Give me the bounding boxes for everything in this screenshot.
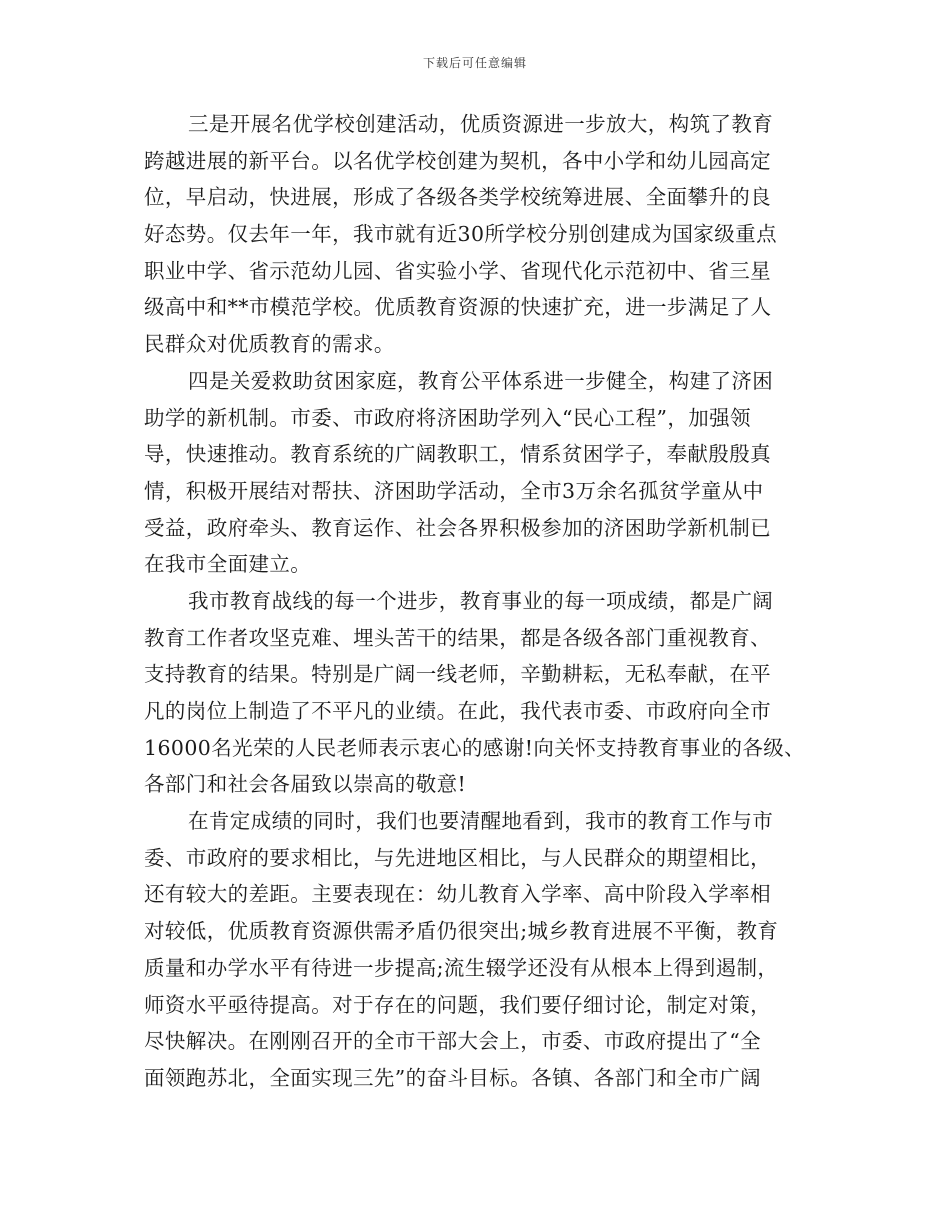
text-line: 委、市政府的要求相比，与先进地区相比，与人民群众的期望相比， [144, 845, 771, 870]
text-line: 在我市全面建立。 [144, 552, 312, 577]
text-line: 凡的岗位上制造了不平凡的业绩。在此，我代表市委、市政府向全市 [144, 699, 771, 723]
text-line: 跨越进展的新平台。以名优学校创建为契机，各中小学和幼儿园高定 [144, 148, 771, 173]
text-line: 级高中和**市模范学校。优质教育资源的快速扩充，进一步满足了人 [144, 295, 772, 320]
text-line: 16000名光荣的人民老师表示衷心的感谢!向关怀支持教育事业的各级、 [144, 735, 806, 760]
text-line: 在肯定成绩的同时，我们也要清醒地看到，我市的教育工作与市 [188, 809, 774, 834]
paragraph-challenges [144, 803, 816, 1097]
text-line: 三是开展名优学校创建活动，优质资源进一步放大，构筑了教育 [188, 112, 774, 136]
text-line: 还有较大的差距。主要表现在：幼儿教育入学率、高中阶段入学率相 [144, 882, 771, 907]
text-line: 导，快速推动。教育系统的广阔教职工，情系贫困学子，奉献殷殷真 [144, 442, 771, 467]
text-line: 民群众对优质教育的需求。 [144, 332, 395, 357]
paragraph-poverty-aid [144, 363, 816, 583]
text-line: 受益，政府牵头、教育运作、社会各界积极参加的济困助学新机制已 [144, 515, 771, 540]
text-line: 尽快解决。在刚刚召开的全市干部大会上，市委、市政府提出了“全 [144, 1029, 761, 1054]
text-line: 质量和办学水平有待进一步提高;流生辍学还没有从根本上得到遏制， [144, 955, 779, 980]
text-line: 教育工作者攻坚克难、埋头苦干的结果，都是各级各部门重视教育、 [144, 625, 771, 650]
text-line: 位，早启动，快进展，形成了各级各类学校统筹进展、全面攀升的良 [144, 185, 771, 210]
text-line: 好态势。仅去年一年，我市就有近30所学校分别创建成为国家级重点 [144, 222, 777, 247]
page-header-note: 下载后可任意编辑 [422, 56, 527, 70]
document-body [144, 106, 816, 1097]
text-line: 对较低，优质教育资源供需矛盾仍很突出;城乡教育进展不平衡，教育 [144, 919, 779, 944]
text-line: 师资水平亟待提高。对于存在的问题，我们要仔细讨论，制定对策， [144, 992, 771, 1017]
text-line: 四是关爱救助贫困家庭，教育公平体系进一步健全，构建了济困 [188, 368, 774, 393]
paragraph-acknowledgement [144, 583, 816, 803]
text-line: 面领跑苏北，全面实现三先”的奋斗目标。各镇、各部门和全市广阔 [144, 1065, 761, 1090]
text-line: 职业中学、省示范幼儿园、省实验小学、省现代化示范初中、省三星 [144, 258, 771, 283]
text-line: 情，积极开展结对帮扶、济困助学活动，全市3万余名孤贫学童从中 [144, 478, 764, 503]
text-line: 助学的新机制。市委、市政府将济困助学列入“民心工程”，加强领 [144, 405, 751, 430]
text-line: 我市教育战线的每一个进步，教育事业的每一项成绩，都是广阔 [188, 588, 774, 613]
text-line: 各部门和社会各届致以崇高的敬意! [144, 772, 467, 797]
paragraph-quality-schools [144, 106, 816, 363]
text-line: 支持教育的结果。特别是广阔一线老师，辛勤耕耘，无私奉献，在平 [144, 662, 771, 687]
